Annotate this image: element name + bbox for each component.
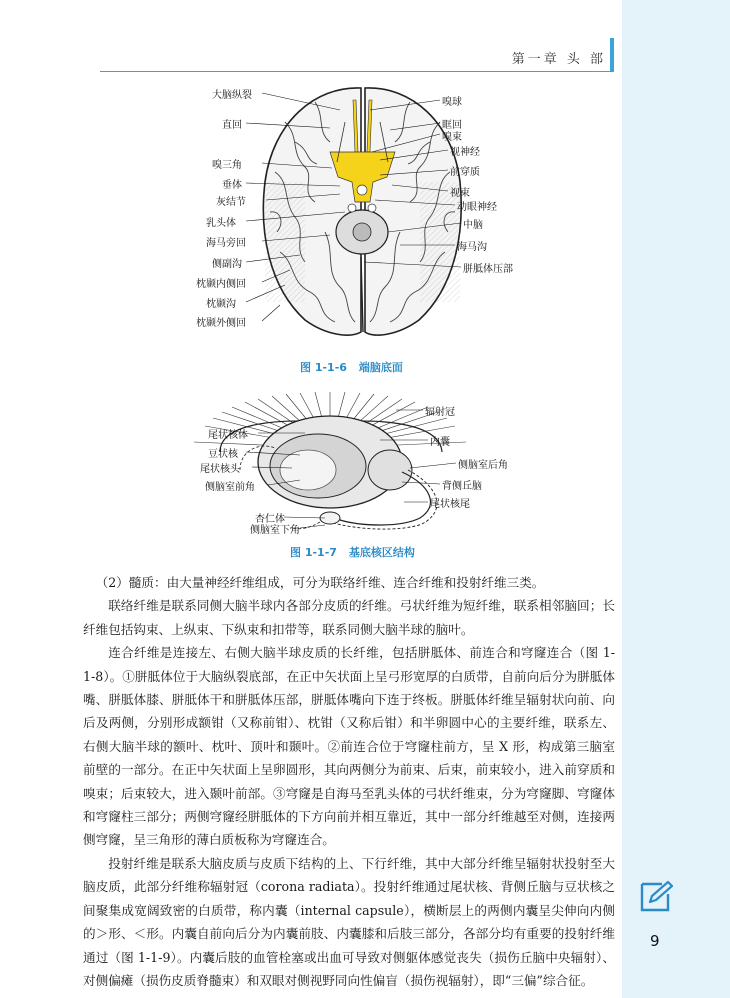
label-olfactory-trigone: 嗅三角 (212, 160, 242, 171)
label-splenium: 胼胝体压部 (463, 264, 513, 275)
label-tuber-cinereum: 灰结节 (216, 197, 246, 208)
label-caudate-body: 尾状核体 (208, 430, 248, 441)
label-internal-capsule: 内囊 (430, 437, 450, 448)
label-longitudinal-fissure: 大脑纵裂 (212, 90, 252, 101)
label-mammillary-body: 乳头体 (206, 218, 236, 229)
label-oculomotor-nerve: 动眼神经 (457, 202, 497, 213)
label-caudate-tail: 尾状核尾 (430, 499, 470, 510)
label-parahippocampal-gyrus: 海马旁回 (206, 238, 246, 249)
label-lentiform-nucleus: 豆状核 (208, 449, 238, 460)
figure1-caption-title: 端脑底面 (358, 361, 403, 374)
figure2-caption (290, 544, 415, 560)
label-orbital-gyri: 眶回 (442, 120, 462, 131)
label-hippocampal-sulcus: 海马沟 (457, 242, 487, 253)
label-occipitotemporal-sulcus: 枕颞沟 (206, 299, 236, 310)
label-olfactory-bulb: 嗅球 (442, 97, 462, 108)
label-anterior-perforated-substance: 前穿质 (450, 167, 480, 178)
label-anterior-horn: 侧脑室前角 (205, 482, 255, 493)
label-optic-nerve: 视神经 (450, 147, 480, 158)
paragraph-medulla: （2）髓质：由大量神经纤维组成，可分为联络纤维、连合纤维和投射纤维三类。 (95, 575, 545, 590)
page-number: 9 (650, 932, 660, 950)
label-thalamus: 背侧丘脑 (442, 481, 482, 492)
label-gyrus-rectus: 直回 (222, 120, 242, 131)
label-collateral-sulcus: 侧副沟 (212, 259, 242, 270)
figure2-caption-number: 图 1-1-7 (290, 546, 337, 559)
paragraph-commissural-fibers: 连合纤维是连接左、右侧大脑半球皮质的长纤维，包括胼胝体、前连合和穹窿连合（图 1-1-8）。①胼胝体位于大脑纵裂底部，在正中矢状面上呈弓形宽厚的白质带，自前向后分为胼胝体嘴、胼胝体膝、胼胝体干和胼胝体压部，胼胝体嘴向下连于终板。胼胝体纤维呈辐射状向前、向后及两侧，分别形成额钳（又称前钳）、枕钳（又称后钳）和半卵圆中心的主要纤维，联系左、右侧大脑半球的额叶、枕叶、顶叶和颞叶。②前连合位于穹窿柱前方，呈 X 形，构成第三脑室前壁的一部分。在正中矢状面上呈卵圆形，其向两侧分为前束、后束，前束较小，进入前穿质和嗅束；后束较大，进入颞叶前部。③穹窿是自海马至乳头体的弓状纤维束，分为穹窿脚、穹窿体和穹窿柱三部分；两侧穹窿经胼胝体的下方向前并相互靠近，其中一部分纤维越至对侧，连接两侧穹窿，呈三角形的薄白质板称为穹窿连合。 (83, 645, 615, 848)
label-hypophysis: 垂体 (222, 180, 242, 191)
running-header: 第一章 头 部 (511, 52, 606, 67)
label-caudate-head: 尾状核头 (200, 464, 240, 475)
side-band (622, 0, 730, 998)
paragraph-association-fibers: 联络纤维是联系同侧大脑半球内各部分皮质的纤维。弓状纤维为短纤维，联系相邻脑回；长纤维包括钩束、上纵束、下纵束和扣带等，联系同侧大脑半球的脑叶。 (83, 598, 615, 637)
figure2-caption-title: 基底核区结构 (348, 546, 415, 559)
edit-note-icon[interactable] (638, 880, 674, 914)
label-medial-occipitotemporal-gyrus: 枕颞内侧回 (196, 279, 246, 290)
label-inferior-horn: 侧脑室下角 (250, 525, 300, 536)
label-posterior-horn: 侧脑室后角 (458, 460, 508, 471)
label-optic-tract: 视束 (450, 188, 470, 199)
label-corona-radiata: 辐射冠 (425, 407, 455, 418)
figure-basal-nuclei-leaders (0, 0, 622, 560)
figure1-caption-number: 图 1-1-6 (300, 361, 347, 374)
body-text (83, 571, 615, 992)
label-midbrain: 中脑 (463, 220, 483, 231)
label-amygdala: 杏仁体 (255, 514, 285, 525)
label-lateral-occipitotemporal-gyrus: 枕颞外侧回 (196, 318, 246, 329)
label-olfactory-tract: 嗅束 (442, 132, 462, 143)
paragraph-projection-fibers: 投射纤维是联系大脑皮质与皮质下结构的上、下行纤维，其中大部分纤维呈辐射状投射至大脑皮质，此部分纤维称辐射冠（corona radiata）。投射纤维通过尾状核、背侧丘脑与豆状核之间聚集成宽阔致密的白质带，称内囊（internal capsule），横断层上的两侧内囊呈尖伸向内侧的＞形、＜形。内囊自前向后分为内囊前肢、内囊膝和后肢三部分，各部分均有重要的投射纤维通过（图 1-1-9）。内囊后肢的血管栓塞或出血可导致对侧躯体感觉丧失（损伤丘脑中央辐射）、对侧偏瘫（损伤皮质脊髓束）和双眼对侧视野同向性偏盲（损伤视辐射），即“三偏”综合征。 (83, 855, 615, 988)
